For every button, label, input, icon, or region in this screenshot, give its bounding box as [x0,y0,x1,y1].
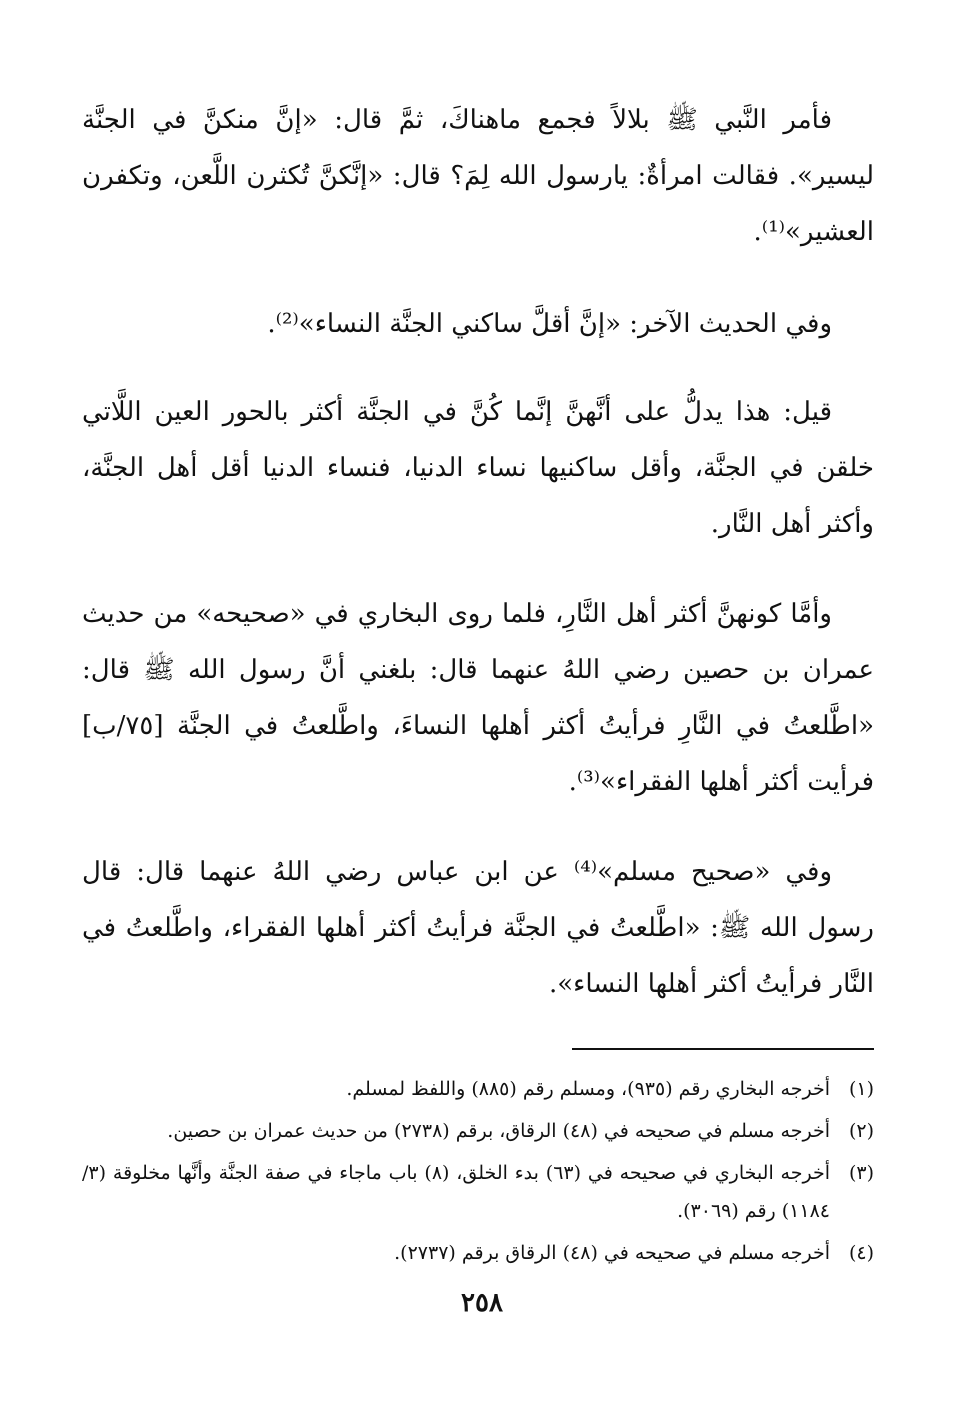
footnote-divider [572,1048,874,1050]
footnotes [82,1070,874,1272]
footnote-number: (٢) [848,1120,874,1142]
footnote-number: (٣) [848,1162,874,1184]
footnote-1 [82,1070,874,1108]
page-number: ٢٥٨ [461,1288,503,1318]
page-body [82,92,874,1276]
footnote-number: (٤) [848,1242,874,1264]
paragraph-5: وفي «صحيح مسلم»⁽⁴⁾ عن ابن عباس رضي اللهُ عنهما قال: قال رسول الله ﷺ: «اطَّلعتُ في الجنَّة فرأيتُ أكثر أهلها الفقراء، واطَّلعتُ في النَّار فرأيتُ أكثر أهلها النساء». [82,857,874,999]
paragraph-4: وأمَّا كونهنَّ أكثر أهل النَّارِ، فلما روى البخاري في «صحيحه» من حديث عمران بن حصين رضي اللهُ عنهما قال: بلغني أنَّ رسول الله ﷺ قال: «اطَّلعتُ في النَّارِ فرأيتُ أكثر أهلها النساءَ، واطَّلعتُ في الجنَّة [٧٥/ب] فرأيت أكثر أهلها الفقراء»⁽³⁾. [82,599,874,797]
footnote-3 [82,1154,874,1230]
paragraph-3: قيل: هذا يدلُّ على أنَّهنَّ إنَّما كُنَّ في الجنَّة أكثر بالحور العين اللَّاتي خلقن في الجنَّة، وأقل ساكنيها نساء الدنيا، فنساء الدنيا أقل أهل الجنَّة، وأكثر أهل النَّار. [82,397,874,539]
footnote-2 [82,1112,874,1150]
paragraph-1: فأمر النَّبي ﷺ بلالاً فجمع ماهناكَ، ثمَّ قال: «إنَّ منكنَّ في الجنَّة ليسير». فقالت امرأةٌ: يارسول الله لِمَ؟ قال: «إنَّكنَّ تُكثرن اللَّعن، وتكفرن العشير»⁽¹⁾. [82,105,874,247]
paragraph-2: وفي الحديث الآخر: «إنَّ أقلَّ ساكني الجنَّة النساء»⁽²⁾. [267,309,832,339]
footnote-text: أخرجه مسلم في صحيحه في (٤٨) الرقاق برقم (٢٧٣٧). [394,1242,830,1264]
footnote-text: أخرجه البخاري رقم (٩٣٥)، ومسلم رقم (٨٨٥) واللفظ لمسلم. [346,1078,830,1100]
footnote-text: أخرجه مسلم في صحيحه في (٤٨) الرقاق، برقم (٢٧٣٨) من حديث عمران بن حصين. [167,1120,830,1142]
footnote-number: (١) [848,1078,874,1100]
footnote-4 [82,1234,874,1272]
footnote-text: أخرجه البخاري في صحيحه في (٦٣) بدء الخلق، (٨) باب ماجاء في صفة الجنَّة وأنَّها مخلوقة (٣/ ١١٨٤) رقم (٣٠٦٩). [82,1162,830,1222]
